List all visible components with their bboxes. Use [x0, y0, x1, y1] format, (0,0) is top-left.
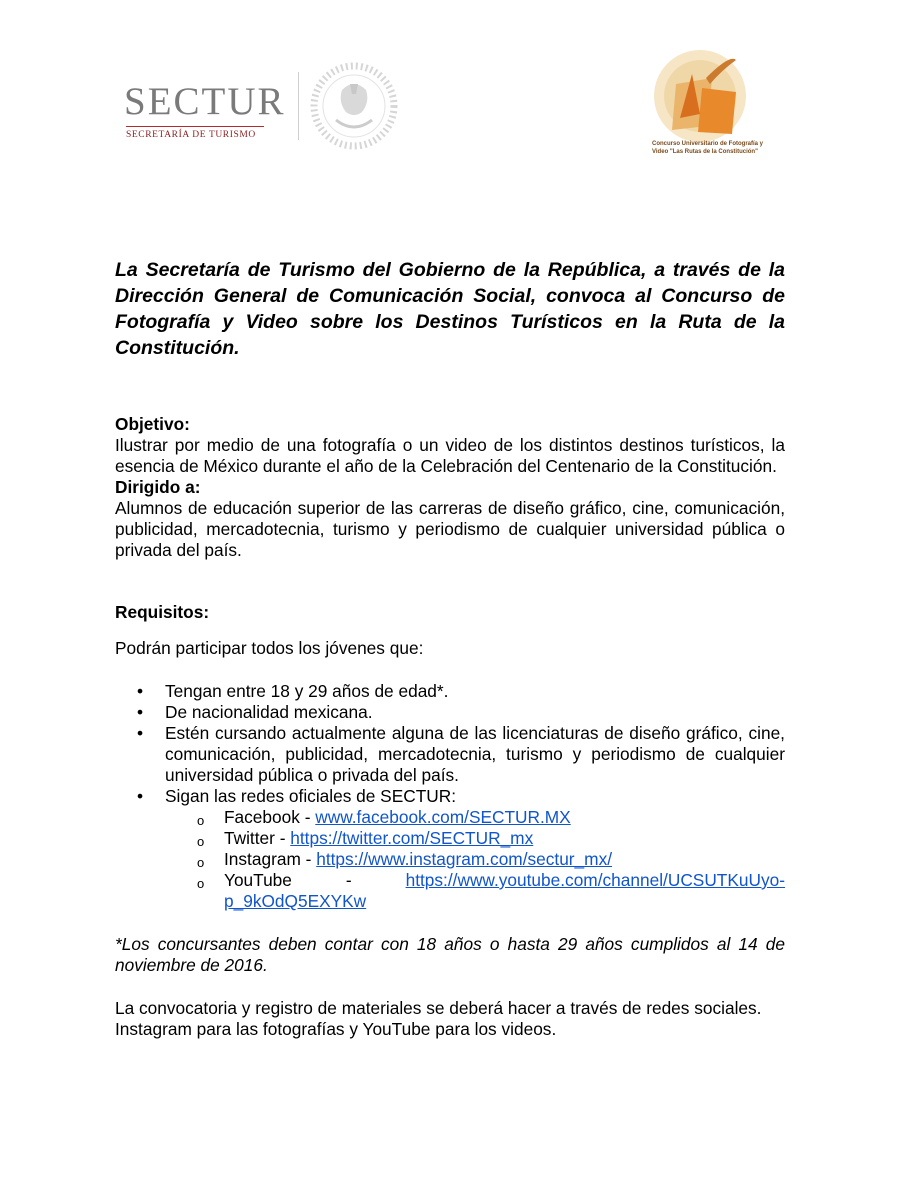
network-youtube: o YouTube - https://www.youtube.com/channel/UCSUTKuUyo- p_9kOdQ5EXYKw — [197, 870, 785, 911]
list-item: • Sigan las redes oficiales de SECTUR: — [137, 786, 457, 806]
bullet-marker: • — [137, 786, 144, 806]
network-instagram: o Instagram - https://www.instagram.com/sectur_mx/ — [197, 849, 613, 870]
closing-paragraph: La convocatoria y registro de materiales se deberá hacer a través de redes sociales. Instagram para las fotografías y YouTube para los videos. — [115, 998, 762, 1039]
requisitos-lead: Podrán participar todos los jóvenes que: — [115, 638, 424, 658]
sectur-wordmark: SECTUR — [124, 80, 286, 123]
requisitos-heading: Requisitos: — [115, 602, 210, 622]
twitter-link[interactable]: https://twitter.com/SECTUR_mx — [290, 828, 534, 848]
sectur-logo — [118, 80, 286, 142]
page-header — [0, 0, 913, 200]
contest-caption-line1: Concurso Universitario de Fotografía y — [652, 141, 764, 147]
sectur-subtitle: SECRETARÍA DE TURISMO — [126, 130, 256, 140]
contest-caption-line2: Video "Las Rutas de la Constitución" — [652, 149, 758, 155]
bullet-marker: • — [137, 681, 144, 701]
network-facebook: o Facebook - www.facebook.com/SECTUR.MX — [197, 807, 571, 828]
youtube-link-continued[interactable]: p_9kOdQ5EXYKw — [224, 891, 367, 911]
youtube-link[interactable]: https://www.youtube.com/channel/UCSUTKuUyo- — [405, 870, 785, 890]
contest-logo-icon — [640, 48, 770, 188]
facebook-link[interactable]: www.facebook.com/SECTUR.MX — [315, 807, 571, 827]
bullet-marker: • — [137, 723, 144, 743]
bullet-marker: • — [137, 702, 144, 722]
social-networks-list — [115, 807, 785, 912]
instagram-link[interactable]: https://www.instagram.com/sectur_mx/ — [316, 849, 613, 869]
dirigido-heading: Dirigido a: — [115, 477, 201, 497]
dirigido-text: Alumnos de educación superior de las carreras de diseño gráfico, cine, comunicación, publicidad, mercadotecnia, turismo y periodismo de cualquier universidad pública o privada del país. — [115, 498, 785, 560]
age-note: *Los concursantes deben contar con 18 años o hasta 29 años cumplidos al 14 de noviembre de 2016. — [115, 934, 785, 975]
logo-divider — [298, 72, 299, 140]
list-item: • De nacionalidad mexicana. — [137, 702, 373, 722]
intro-paragraph: La Secretaría de Turismo del Gobierno de la República, a través de la Dirección General de Comunicación Social, convoca al Concurso de Fotografía y Video sobre los Destinos Turísticos en la Ruta de la Constitución. — [115, 259, 785, 359]
document-body — [115, 257, 785, 1040]
mexico-coat-of-arms-seal-icon — [306, 60, 402, 150]
requirements-list — [115, 681, 785, 807]
objetivo-text: Ilustrar por medio de una fotografía o un video de los distintos destinos turísticos, la esencia de México durante el año de la Celebración del Centenario de la Constitución. — [115, 435, 785, 476]
objetivo-heading: Objetivo: — [115, 414, 190, 434]
sectur-logo-rule — [126, 126, 264, 127]
list-item: • Estén cursando actualmente alguna de las licenciaturas de diseño gráfico, cine, comunicación, publicidad, mercadotecnia, turismo y periodismo de cualquier universidad pública o privada del país. — [137, 723, 785, 785]
list-item: • Tengan entre 18 y 29 años de edad*. — [137, 681, 449, 701]
network-twitter: o Twitter - https://twitter.com/SECTUR_mx — [197, 828, 534, 849]
